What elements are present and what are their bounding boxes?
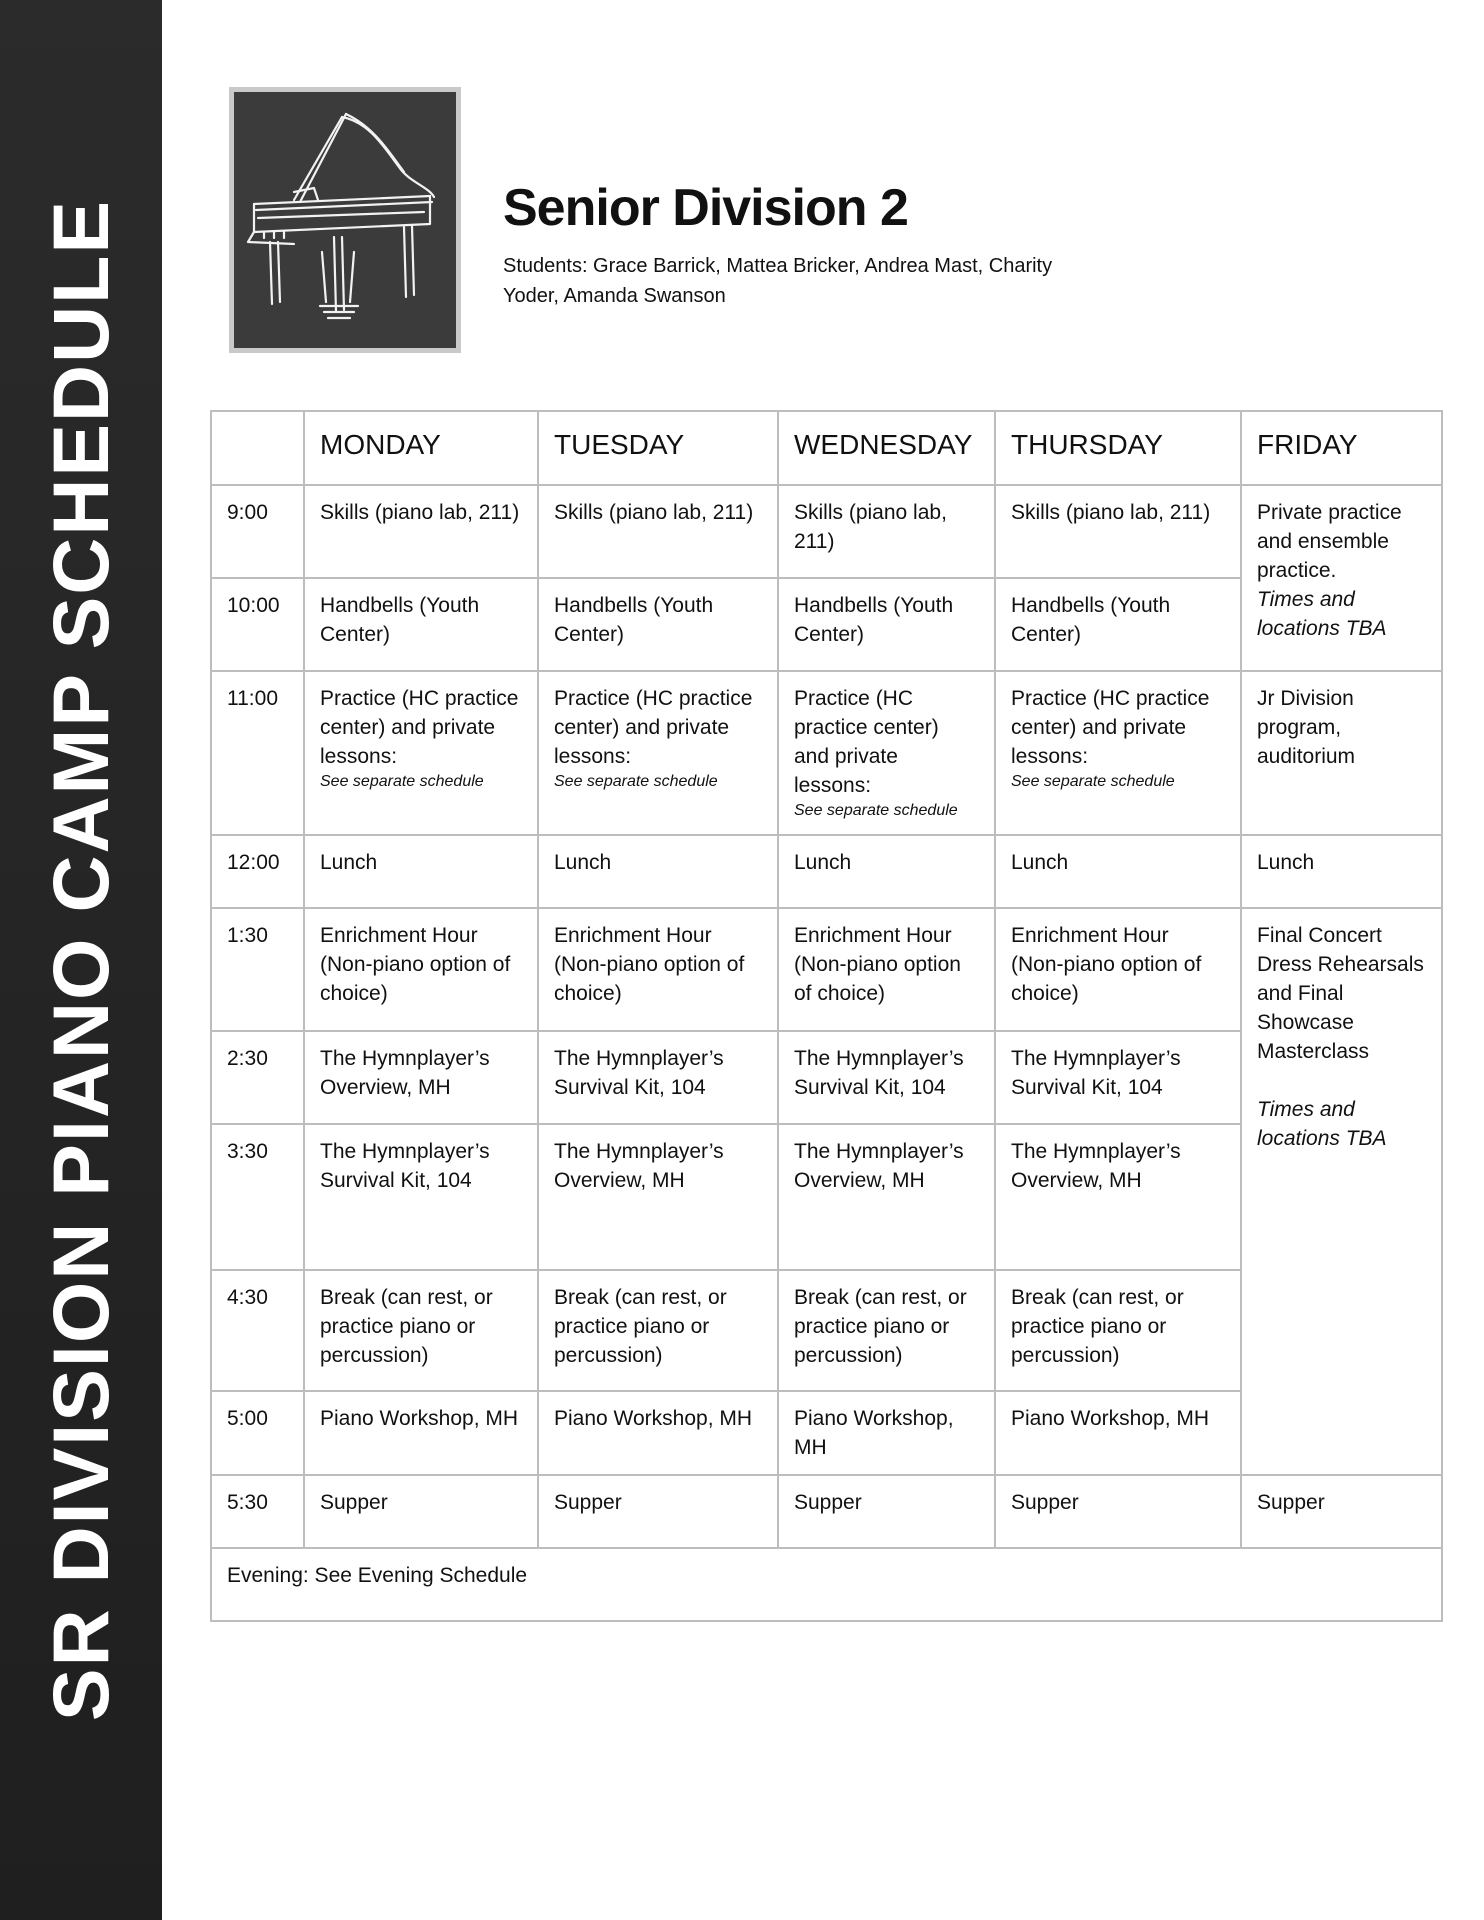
friday-afternoon-text: Final Concert Dress Rehearsals and Final Showcase Masterclass (1257, 924, 1424, 1063)
schedule-cell: Handbells (Youth Center) (304, 578, 538, 671)
header-row (211, 411, 1442, 485)
cell-text: Practice (HC practice center) and private lessons: (1011, 687, 1210, 768)
time-cell: 5:30 (211, 1475, 304, 1548)
schedule-cell: Enrichment Hour (Non-piano option of choice) (778, 908, 995, 1031)
schedule-cell: Lunch (995, 835, 1241, 908)
schedule-cell: Supper (1241, 1475, 1442, 1548)
day-header-friday: FRIDAY (1241, 411, 1442, 485)
schedule-cell: Lunch (538, 835, 778, 908)
time-cell: 3:30 (211, 1124, 304, 1270)
schedule-cell: Break (can rest, or practice piano or percussion) (995, 1270, 1241, 1391)
schedule-cell: Lunch (1241, 835, 1442, 908)
schedule-cell: The Hymnplayer’s Overview, MH (995, 1124, 1241, 1270)
corner-cell (211, 411, 304, 485)
schedule-cell: Break (can rest, or practice piano or percussion) (538, 1270, 778, 1391)
schedule-cell: The Hymnplayer’s Survival Kit, 104 (778, 1031, 995, 1124)
schedule-cell: Supper (778, 1475, 995, 1548)
schedule-cell: Lunch (304, 835, 538, 908)
evening-note: Evening: See Evening Schedule (211, 1548, 1442, 1621)
schedule-table (210, 410, 1443, 1622)
schedule-cell: Piano Workshop, MH (304, 1391, 538, 1475)
piano-logo-icon (229, 87, 461, 353)
day-header-tuesday: TUESDAY (538, 411, 778, 485)
time-cell: 5:00 (211, 1391, 304, 1475)
time-cell: 1:30 (211, 908, 304, 1031)
schedule-cell: Piano Workshop, MH (995, 1391, 1241, 1475)
schedule-cell: Skills (piano lab, 211) (304, 485, 538, 578)
schedule-cell: Handbells (Youth Center) (995, 578, 1241, 671)
page-title: Senior Division 2 (503, 179, 908, 237)
schedule-cell: The Hymnplayer’s Survival Kit, 104 (995, 1031, 1241, 1124)
schedule-cell: Lunch (778, 835, 995, 908)
schedule-cell: The Hymnplayer’s Survival Kit, 104 (304, 1124, 538, 1270)
friday-morning-text: Private practice and ensemble practice. (1257, 501, 1402, 582)
cell-note: See separate schedule (794, 802, 958, 819)
cell-text: Practice (HC practice center) and private lessons: (794, 687, 939, 797)
table-row (211, 835, 1442, 908)
schedule-cell: Skills (piano lab, 211) (778, 485, 995, 578)
schedule-cell: Enrichment Hour (Non-piano option of choice) (304, 908, 538, 1031)
schedule-cell (995, 671, 1241, 835)
schedule-cell: Supper (538, 1475, 778, 1548)
schedule-cell: Piano Workshop, MH (538, 1391, 778, 1475)
time-cell: 11:00 (211, 671, 304, 835)
time-cell: 12:00 (211, 835, 304, 908)
schedule-cell: Supper (995, 1475, 1241, 1548)
friday-morning-cell (1241, 485, 1442, 671)
schedule-cell: Skills (piano lab, 211) (538, 485, 778, 578)
schedule-cell: Handbells (Youth Center) (538, 578, 778, 671)
table-row (211, 485, 1442, 578)
cell-text: Practice (HC practice center) and private lessons: (554, 687, 753, 768)
time-cell: 10:00 (211, 578, 304, 671)
schedule-cell: Piano Workshop, MH (778, 1391, 995, 1475)
table-row (211, 1475, 1442, 1548)
cell-note: See separate schedule (1011, 773, 1175, 790)
day-header-monday: MONDAY (304, 411, 538, 485)
schedule-cell: Break (can rest, or practice piano or percussion) (778, 1270, 995, 1391)
table-row (211, 1548, 1442, 1621)
schedule-cell: The Hymnplayer’s Overview, MH (778, 1124, 995, 1270)
cell-note: See separate schedule (554, 773, 718, 790)
time-cell: 2:30 (211, 1031, 304, 1124)
schedule-cell: Enrichment Hour (Non-piano option of choice) (995, 908, 1241, 1031)
schedule-cell: The Hymnplayer’s Overview, MH (304, 1031, 538, 1124)
time-cell: 4:30 (211, 1270, 304, 1391)
schedule-cell: Enrichment Hour (Non-piano option of choice) (538, 908, 778, 1031)
table-row (211, 671, 1442, 835)
time-cell: 9:00 (211, 485, 304, 578)
cell-note: See separate schedule (320, 773, 484, 790)
schedule-cell (538, 671, 778, 835)
schedule-cell: Break (can rest, or practice piano or percussion) (304, 1270, 538, 1391)
day-header-wednesday: WEDNESDAY (778, 411, 995, 485)
cell-text: Practice (HC practice center) and private lessons: (320, 687, 519, 768)
schedule-cell (778, 671, 995, 835)
day-header-thursday: THURSDAY (995, 411, 1241, 485)
schedule-cell: Handbells (Youth Center) (778, 578, 995, 671)
table-row (211, 908, 1442, 1031)
schedule-cell: The Hymnplayer’s Overview, MH (538, 1124, 778, 1270)
friday-morning-note: Times and locations TBA (1257, 588, 1387, 640)
friday-afternoon-cell (1241, 908, 1442, 1475)
schedule-cell: Skills (piano lab, 211) (995, 485, 1241, 578)
sidebar-title: SR DIVISION PIANO CAMP SCHEDULE (36, 198, 125, 1722)
schedule-cell: Supper (304, 1475, 538, 1548)
students-list: Students: Grace Barrick, Mattea Bricker, Andrea Mast, Charity Yoder, Amanda Swanson (503, 255, 1053, 307)
schedule-cell: Jr Division program, auditorium (1241, 671, 1442, 835)
schedule-cell: The Hymnplayer’s Survival Kit, 104 (538, 1031, 778, 1124)
sidebar (0, 0, 162, 1920)
schedule-cell (304, 671, 538, 835)
friday-afternoon-note: Times and locations TBA (1257, 1098, 1387, 1150)
